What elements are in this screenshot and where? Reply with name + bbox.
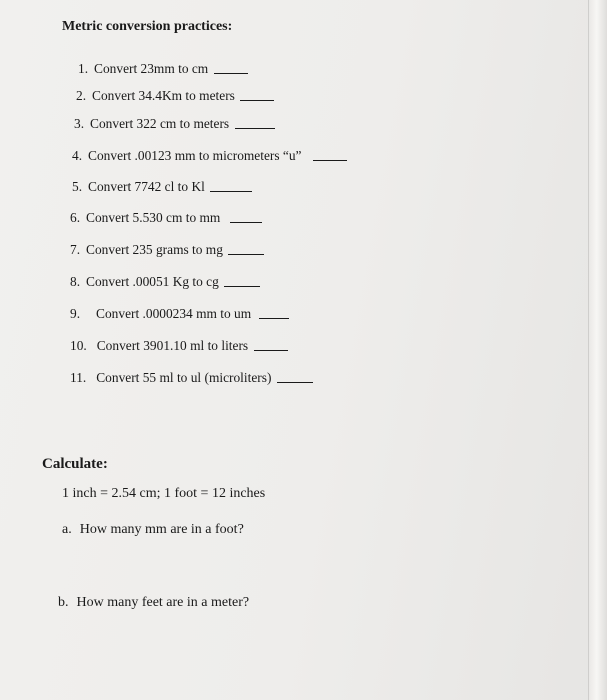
question-number: 3.: [74, 116, 85, 131]
question-text: Convert .00051 Kg to cg: [86, 274, 219, 289]
question-text: Convert 322 cm to meters: [90, 116, 230, 131]
calc-question-text: How many mm are in a foot?: [79, 522, 244, 537]
question-number: 4.: [72, 148, 83, 163]
question-text: Convert 55 ml to ul (microliters): [96, 370, 272, 385]
answer-blank[interactable]: [259, 318, 289, 319]
question-number: 7.: [70, 242, 81, 257]
answer-blank[interactable]: [313, 160, 347, 161]
question-number: 11.: [70, 370, 87, 385]
answer-blank[interactable]: [230, 222, 262, 223]
given-conversion: 1 inch = 2.54 cm; 1 foot = 12 inches: [62, 486, 266, 501]
question-text: Convert .0000234 mm to um: [96, 306, 252, 321]
calculate-heading: Calculate:: [42, 456, 108, 472]
worksheet-title: Metric conversion practices:: [62, 19, 233, 34]
question-number: 8.: [70, 274, 81, 289]
answer-blank[interactable]: [240, 100, 274, 101]
calc-question-a: [62, 522, 244, 538]
answer-blank[interactable]: [235, 128, 275, 129]
question-8: [70, 274, 260, 290]
calc-question-b: [58, 595, 249, 611]
question-number: 2.: [76, 88, 87, 103]
question-text: Convert 7742 cl to Kl: [88, 179, 205, 194]
question-number: 6.: [70, 210, 81, 225]
question-9: [70, 306, 289, 322]
question-text: Convert 3901.10 ml to liters: [96, 338, 249, 353]
question-number: 1.: [78, 61, 89, 76]
question-text: Convert 5.530 cm to mm: [86, 210, 221, 225]
question-2: [76, 88, 274, 104]
question-6: [70, 210, 262, 226]
question-4: [72, 148, 347, 164]
answer-blank[interactable]: [210, 191, 252, 192]
calc-question-letter: b.: [58, 595, 69, 610]
question-10: [70, 338, 288, 354]
paper-edge: [588, 0, 607, 700]
question-number: 9.: [70, 306, 81, 321]
question-5: [72, 179, 252, 195]
question-number: 5.: [72, 179, 83, 194]
answer-blank[interactable]: [224, 286, 260, 287]
question-text: Convert 34.4Km to meters: [92, 88, 235, 103]
answer-blank[interactable]: [214, 73, 248, 74]
calc-question-letter: a.: [62, 522, 72, 537]
question-1: [78, 61, 248, 77]
question-7: [70, 242, 264, 258]
question-number: 10.: [70, 338, 87, 353]
answer-blank[interactable]: [228, 254, 264, 255]
question-text: Convert 235 grams to mg: [86, 242, 223, 257]
answer-blank[interactable]: [254, 350, 288, 351]
question-3: [74, 116, 275, 132]
calc-question-text: How many feet are in a meter?: [76, 595, 250, 610]
question-text: Convert .00123 mm to micrometers “u”: [88, 148, 302, 163]
answer-blank[interactable]: [277, 382, 313, 383]
question-11: [70, 370, 313, 386]
question-text: Convert 23mm to cm: [94, 61, 209, 76]
